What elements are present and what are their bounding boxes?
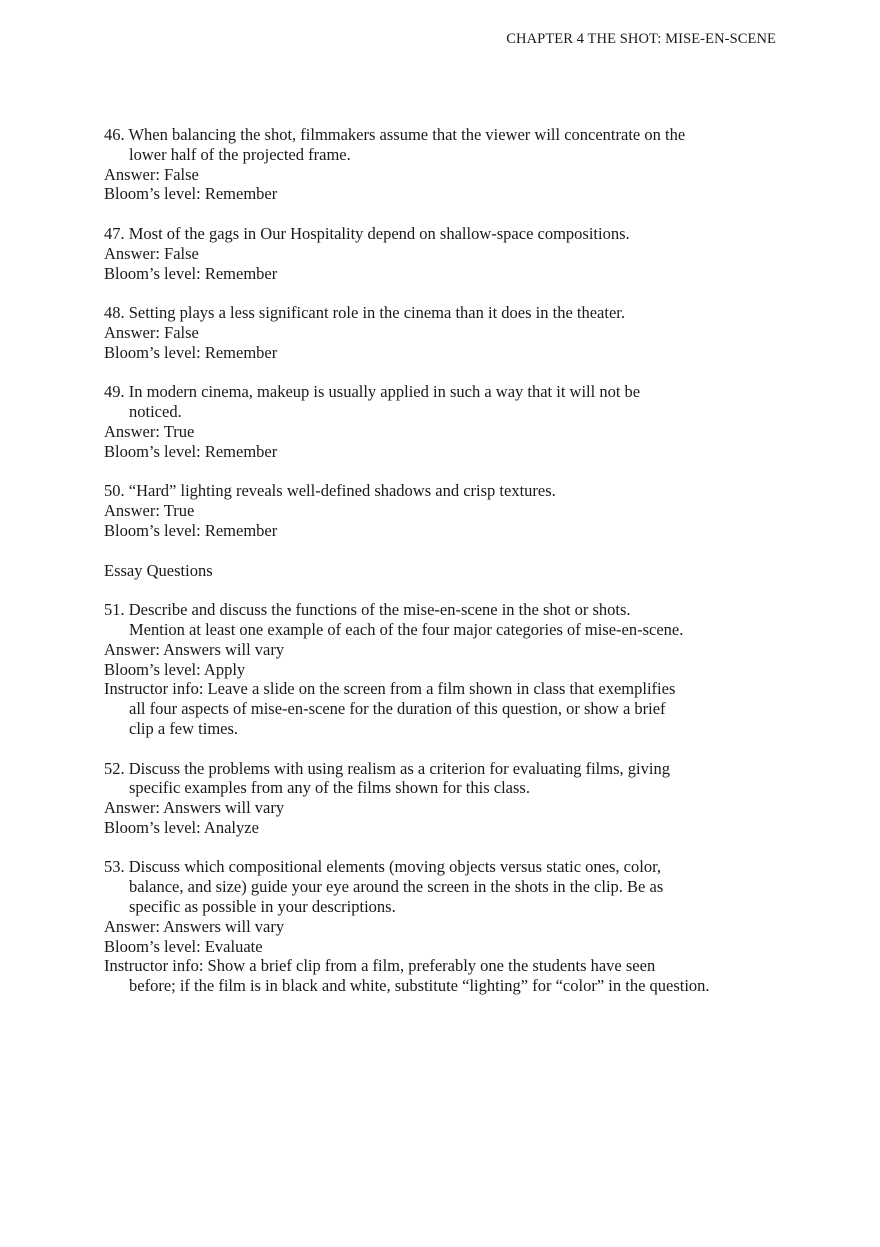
section-heading-essay: Essay Questions [104,560,213,580]
bloom-level-line: Bloom’s level: Remember [104,342,278,362]
question-item-53 [104,857,764,996]
question-text: 49. In modern cinema, makeup is usually applied in such a way that it will not be noticed. [104,382,641,422]
question-text: 46. When balancing the shot, filmmakers assume that the viewer will concentrate on the lower half of the projected frame. [104,125,686,164]
answer-line: Answer: True [104,501,195,521]
question-text: 50. “Hard” lighting reveals well-defined shadows and crisp textures. [104,481,556,501]
answer-line: Answer: Answers will vary [104,798,285,818]
page-header: CHAPTER 4 THE SHOT: MISE-EN-SCENE [506,31,776,47]
question-item-49 [104,382,764,461]
bloom-level-line: Bloom’s level: Remember [104,441,278,461]
instructor-info: Instructor info: Show a brief clip from a film, preferably one the students have seen before; if the film is in black and white, substitute “lighting” for “color” in the question. [104,956,710,996]
bloom-level-line: Bloom’s level: Apply [104,659,246,679]
answer-line: Answer: False [104,243,199,263]
instructor-info: Instructor info: Leave a slide on the screen from a film shown in class that exemplifies all four aspects of mise-en-scene for the duration of this question, or show a brief clip a few times. [104,679,676,738]
bloom-level-line: Bloom’s level: Remember [104,184,278,204]
bloom-level-line: Bloom’s level: Evaluate [104,936,263,956]
question-item-52 [104,759,764,838]
question-text: 53. Discuss which compositional elements (moving objects versus static ones, color, balance, and size) guide your eye around the screen in the shots in the clip. Be as specific as possible in your descriptions. [104,857,664,917]
page-content [104,125,764,1016]
question-text: 47. Most of the gags in Our Hospitality depend on shallow-space compositions. [104,223,630,243]
answer-line: Answer: False [104,322,199,342]
question-item-50 [104,481,764,540]
answer-line: Answer: False [104,164,199,184]
bloom-level-line: Bloom’s level: Remember [104,263,278,283]
question-text: 48. Setting plays a less significant role in the cinema than it does in the theater. [104,303,625,323]
question-text: 51. Describe and discuss the functions of the mise-en-scene in the shot or shots. Mention at least one example of each of the four major categories of mise-en-scene. [104,600,684,639]
answer-line: Answer: Answers will vary [104,916,285,936]
question-item-47 [104,224,764,283]
answer-line: Answer: Answers will vary [104,639,285,659]
bloom-level-line: Bloom’s level: Analyze [104,817,259,837]
question-item-48 [104,303,764,362]
answer-line: Answer: True [104,421,195,441]
question-item-51 [104,600,764,739]
question-text: 52. Discuss the problems with using realism as a criterion for evaluating films, giving specific examples from any of the films shown for this class. [104,758,670,798]
question-item-46 [104,125,764,204]
bloom-level-line: Bloom’s level: Remember [104,520,278,540]
